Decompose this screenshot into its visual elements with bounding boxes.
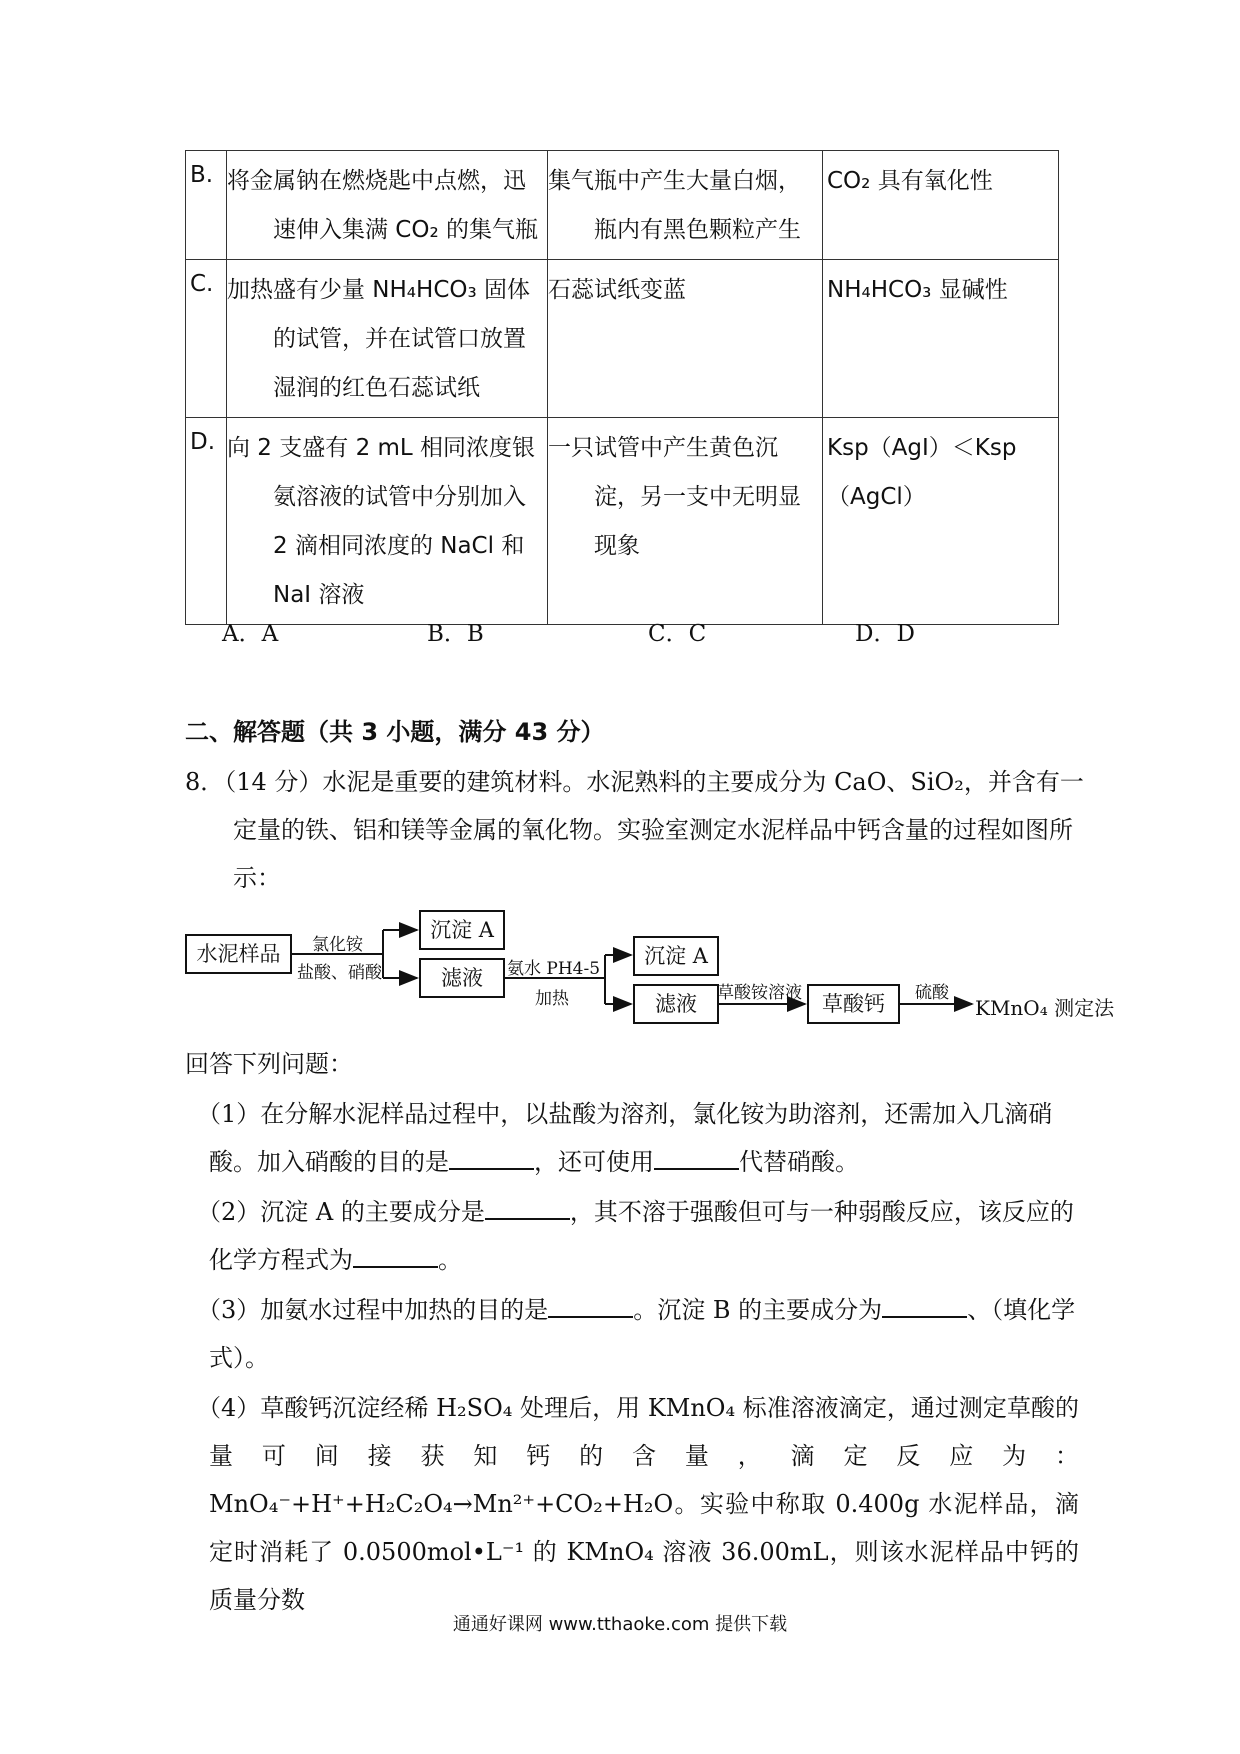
reagent-label: 加热 bbox=[535, 989, 569, 1009]
choice-b: B．B bbox=[427, 621, 484, 647]
answer-blank[interactable] bbox=[485, 1194, 570, 1220]
precipitate-a-box: 沉淀 A bbox=[419, 910, 505, 950]
reagent-label: 氯化铵 bbox=[312, 935, 363, 955]
part-2-text-b: ，其不溶于强酸但可与一种弱酸反应，该反应的化学方程式为 bbox=[209, 1198, 1074, 1274]
choice-c: C．C bbox=[648, 621, 707, 647]
reagent-label: 草酸铵溶液 bbox=[717, 983, 802, 1003]
answer-blank[interactable] bbox=[449, 1144, 534, 1170]
part-3-text-b: 。沉淀 B 的主要成分为 bbox=[633, 1296, 883, 1324]
part-2-text-c: 。 bbox=[438, 1246, 462, 1274]
choice-a: A．A bbox=[222, 621, 279, 647]
part-3-text-c: 、（填化学式）。 bbox=[209, 1296, 1076, 1372]
operation-cell: 向 2 支盛有 2 mL 相同浓度银氨溶液的试管中分别加入 2 滴相同浓度的 NaCl 和 NaI 溶液 bbox=[227, 435, 536, 608]
part-2-text-a: （2）沉淀 A 的主要成分是 bbox=[197, 1198, 485, 1226]
answer-blank[interactable] bbox=[654, 1144, 739, 1170]
phenomenon-cell: 石蕊试纸变蓝 bbox=[548, 277, 686, 303]
filtrate-box: 滤液 bbox=[419, 958, 505, 998]
operation-cell: 将金属钠在燃烧匙中点燃，迅速伸入集满 CO₂ 的集气瓶 bbox=[227, 168, 539, 243]
table-row bbox=[186, 418, 1059, 625]
answer-blank[interactable] bbox=[882, 1292, 967, 1318]
page-footer: 通通好课网 www.tthaoke.com 提供下载 bbox=[452, 1614, 788, 1635]
reagent-label: 盐酸、硝酸 bbox=[297, 963, 382, 983]
calcium-oxalate-box: 草酸钙 bbox=[807, 984, 900, 1024]
filtrate-box: 滤液 bbox=[633, 984, 719, 1024]
phenomenon-cell: 一只试管中产生黄色沉淀，另一支中无明显现象 bbox=[548, 435, 801, 559]
conclusion-cell: Ksp（AgI）＜Ksp（AgCl） bbox=[827, 435, 1017, 510]
part-1-text-c: 代替硝酸。 bbox=[739, 1148, 859, 1176]
reagent-label: 硫酸 bbox=[915, 983, 949, 1003]
part-1-text-b: ，还可使用 bbox=[534, 1148, 654, 1176]
cement-sample-box: 水泥样品 bbox=[185, 934, 292, 974]
row-label: C. bbox=[186, 260, 227, 418]
kmno4-method-label: KMnO₄ 测定法 bbox=[975, 996, 1115, 1020]
part-3 bbox=[185, 1286, 1079, 1382]
options-table bbox=[185, 150, 1059, 625]
conclusion-cell: CO₂ 具有氧化性 bbox=[827, 168, 993, 194]
row-label: B. bbox=[186, 151, 227, 260]
choice-d: D．D bbox=[855, 621, 915, 647]
phenomenon-cell: 集气瓶中产生大量白烟，瓶内有黑色颗粒产生 bbox=[548, 168, 801, 243]
part-1-text-a: （1）在分解水泥样品过程中，以盐酸为溶剂，氯化铵为助溶剂，还需加入几滴硝酸。加入硝酸的目的是 bbox=[197, 1100, 1053, 1176]
precipitate-a-box: 沉淀 A bbox=[633, 936, 719, 976]
part-2 bbox=[185, 1188, 1079, 1284]
question-8-intro: 8．（14 分）水泥是重要的建筑材料。水泥熟料的主要成分为 CaO、SiO₂，并含有一定量的铁、铝和镁等金属的氧化物。实验室测定水泥样品中钙含量的过程如图所示： bbox=[185, 768, 1084, 892]
operation-cell: 加热盛有少量 NH₄HCO₃ 固体的试管，并在试管口放置湿润的红色石蕊试纸 bbox=[227, 277, 531, 401]
part-4: （4）草酸钙沉淀经稀 H₂SO₄ 处理后，用 KMnO₄ 标准溶液滴定，通过测定草酸的量可间接获知钙的含量，滴定反应为：MnO₄⁻+H⁺+H₂C₂O₄→Mn²⁺+CO₂+H₂O。实验中称取 0.400g 水泥样品，滴定时消耗了 0.0500mol•L⁻¹ 的 KMnO₄ 溶液 36.00mL，则该水泥样品中钙的质量分数 bbox=[197, 1394, 1079, 1614]
answer-blank[interactable] bbox=[548, 1292, 633, 1318]
answer-blank[interactable] bbox=[353, 1242, 438, 1268]
section-title: 二、解答题（共 3 小题，满分 43 分） bbox=[185, 718, 605, 746]
reagent-label: 氨水 PH4-5 bbox=[507, 959, 601, 979]
part-3-text-a: （3）加氨水过程中加热的目的是 bbox=[197, 1296, 549, 1324]
row-label: D. bbox=[186, 418, 227, 625]
conclusion-cell: NH₄HCO₃ 显碱性 bbox=[827, 277, 1008, 303]
answer-prompt: 回答下列问题： bbox=[185, 1050, 353, 1078]
part-1 bbox=[185, 1090, 1079, 1186]
table-row bbox=[186, 151, 1059, 260]
table-row bbox=[186, 260, 1059, 418]
